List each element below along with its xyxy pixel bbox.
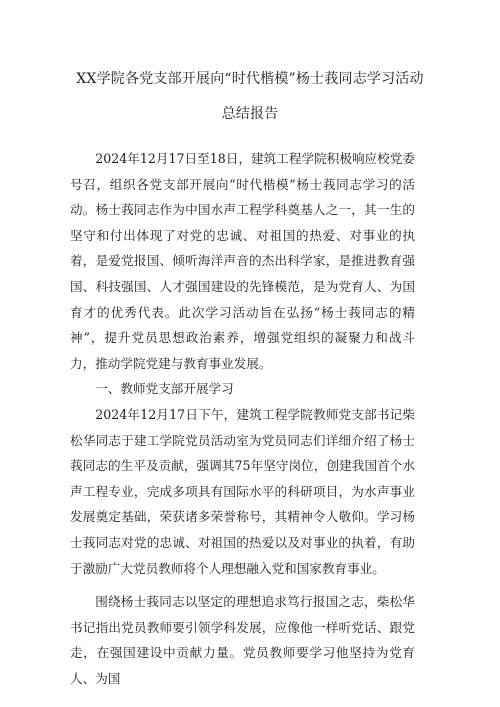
paragraph-gap <box>70 581 415 589</box>
paragraph-section-2: 围绕杨士莪同志以坚定的理想追求笃行报国之志，柴松华书记指出党员教师要引领学科发展，应像他一样听党话、跟党走，在强国建设中贡献力量。党员教师要学习他坚持为党育人、为国 <box>70 594 415 686</box>
section-heading: 一、教师党支部开展学习 <box>95 381 234 397</box>
paragraph-section-1: 2024年12月17日下午，建筑工程学院教师党支部书记柴松华同志于建工学院党员活动室为党员同志们详细介绍了杨士莪同志的生平及贡献，强调其75年坚守岗位，创建我国首个水声工程专业，完成多项具有国际水平的科研项目，为水声事业发展奠定基础，荣获诸多荣誉称号，其精神令人敬仰。学习杨士莪同志对党的忠诚、对祖国的热爱以及对事业的执着，有助于激励广大党员教师将个人理想融入党和国家教育事业。 <box>70 406 415 576</box>
paragraph-intro: 2024年12月17日至18日，建筑工程学院积极响应校党委号召，组织各党支部开展向“时代楷模”杨士莪同志学习的活动。杨士莪同志作为中国水声工程学科奠基人之一，其一生的坚守和付出体现了对党的忠诚、对祖国的热爱、对事业的执着，是爱党报国、倾听海洋声音的杰出科学家，是推进教育强国、科技强国、人才强国建设的先锋模范，是为党育人、为国育才的优秀代表。此次学习活动旨在弘扬“杨士莪同志的精神”，提升党员思想政治素养，增强党组织的凝聚力和战斗力，推动学院党建与教育事业发展。 <box>70 151 415 371</box>
document-subtitle: 总结报告 <box>221 106 279 122</box>
document-body <box>70 146 415 691</box>
document-title: XX学院各党支部开展向“时代楷模”杨士莪同志学习活动 <box>76 71 424 87</box>
